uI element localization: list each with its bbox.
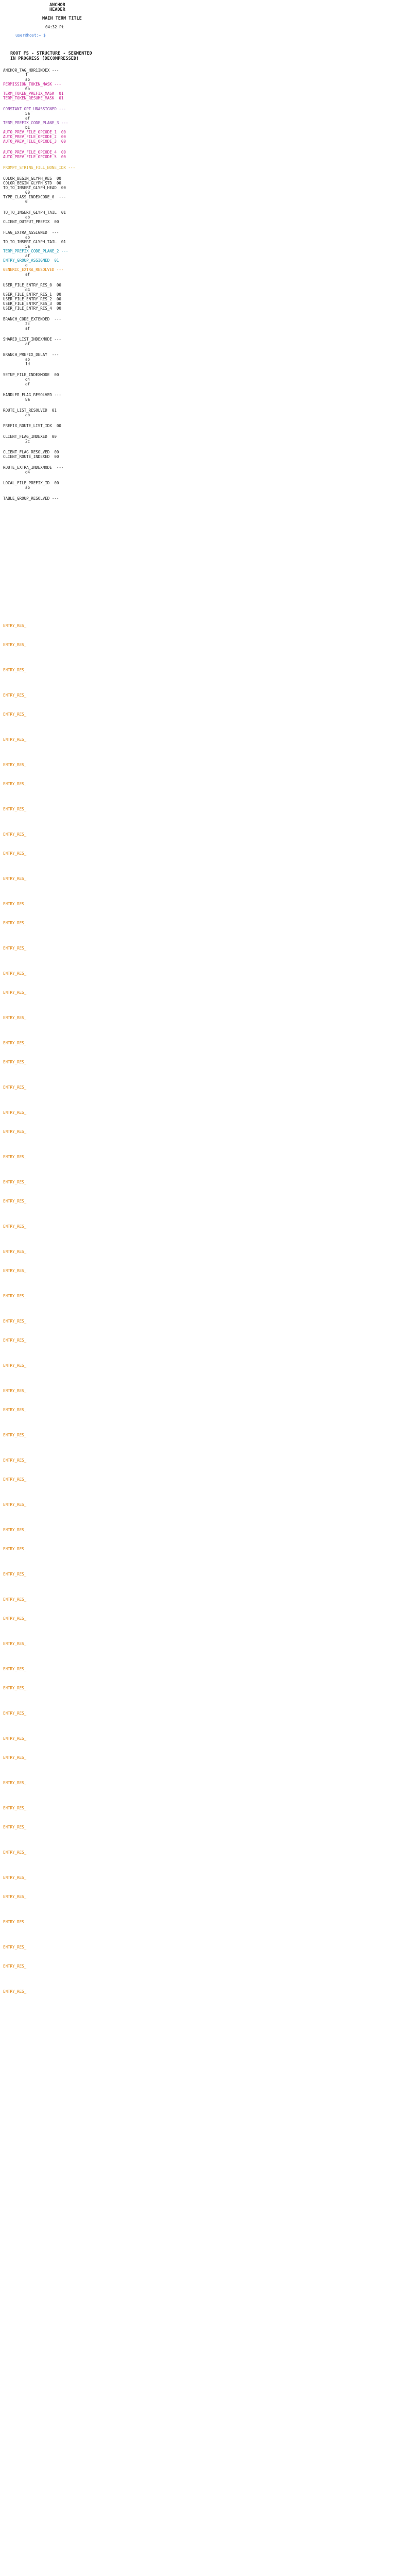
output-line: ENTRY_RES_	[3, 1180, 27, 1184]
output-line: ENTRY_RES_	[3, 1268, 27, 1273]
output-line: BRANCH_PREFIX_DELAY ---	[3, 352, 59, 357]
output-line: ENTRY_RES_	[3, 1572, 27, 1577]
output-line: USER_FILE_ENTRY_RES_4 00	[3, 306, 61, 311]
output-line: ENTRY_RES_	[3, 1597, 27, 1602]
output-line: af	[21, 253, 30, 258]
output-line: TABLE_GROUP_RESOLVED ---	[3, 496, 59, 501]
output-line: USER_FILE_ENTRY_RES_1 00	[3, 292, 61, 297]
output-line: SETUP_FILE_INDEXMODE 00	[3, 372, 59, 377]
output-line: ENTRY_RES_	[3, 1408, 27, 1412]
output-line: ENTRY_RES_	[3, 668, 27, 672]
output-line	[21, 100, 25, 105]
output-line: ENTRY_RES_	[3, 1989, 27, 1994]
output-line: ROUTE_EXTRA_INDEXMODE ---	[3, 465, 64, 470]
output-line	[21, 144, 25, 148]
output-line: ENTRY_RES_	[3, 1110, 27, 1115]
output-line: 0b	[21, 87, 30, 91]
output-line: ENTRY_RES_	[3, 1249, 27, 1254]
output-line: PROMPT_STRING_FILL_NONE_IDX ---	[3, 165, 75, 170]
output-line	[21, 386, 25, 391]
output-line: 2c	[21, 321, 30, 326]
output-line	[21, 331, 25, 335]
output-line: ENTRY_RES_	[3, 1319, 27, 1324]
output-line: ab	[21, 77, 30, 82]
output-line: ENTRY_RES_	[3, 1155, 27, 1159]
output-line	[21, 159, 25, 164]
output-line: ENTRY_RES_	[3, 1850, 27, 1855]
output-line: af	[21, 382, 30, 386]
output-line: ENTRY_RES_	[3, 807, 27, 811]
output-line: d4	[21, 470, 30, 474]
output-line: 2c	[21, 439, 30, 444]
output-line: ENTRY_RES_	[3, 712, 27, 717]
output-line: ENTRY_RES_	[3, 902, 27, 906]
output-line: ENTRY_RES_	[3, 1755, 27, 1760]
output-line: ab	[21, 413, 30, 417]
output-line: AUTO_PREV_FILE_OPCODE_1 00	[3, 130, 66, 134]
output-line: ENTRY_RES_	[3, 1041, 27, 1045]
output-line: ENTRY_RES_	[3, 1641, 27, 1646]
output-line: ENTRY_RES_	[3, 851, 27, 856]
output-line: CONSTANT_OPT_UNASSIGNED ---	[3, 107, 66, 111]
output-line: 8a	[21, 397, 30, 402]
output-line: BRANCH_CODE_EXTENDED ---	[3, 317, 61, 321]
output-line: ab	[21, 215, 30, 219]
output-line: TERM_TOKEN_RESUME_MASK 01	[3, 96, 64, 100]
section-heading-1: ROOT FS - STRUCTURE - SEGMENTED	[10, 51, 92, 56]
output-line: ENTRY_RES_	[3, 1781, 27, 1785]
output-line: 5a	[21, 111, 30, 116]
output-line: COLOR_BEGIN_GLYPH_RES 00	[3, 176, 61, 181]
output-line: ENTRY_RES_	[3, 623, 27, 628]
output-line: 1	[21, 73, 28, 77]
output-line	[21, 277, 25, 281]
output-line: ENTRY_RES_	[3, 1085, 27, 1090]
output-line: TO_TO_INSERT_GLYPH_HEAD 00	[3, 185, 66, 190]
section-heading-2: IN PROGRESS (DECOMPRESSED)	[10, 56, 79, 61]
output-line: GENERIC_EXTRA_RESOLVED ---	[3, 267, 64, 272]
output-line: ENTRY_RES_	[3, 1477, 27, 1482]
output-line: TERM_PREFIX_CODE_PLANE_3 ---	[3, 121, 68, 125]
output-line: ENTRY_RES_	[3, 1458, 27, 1463]
output-line: ab	[21, 235, 30, 240]
output-line	[21, 204, 25, 209]
output-line: ENTRY_RES_	[3, 1825, 27, 1829]
output-line: TO_TO_INSERT_GLYPH_TAIL 01	[3, 240, 66, 244]
output-line: ENTRY_RES_	[3, 1894, 27, 1899]
output-line: CLIENT_OUTPUT_PREFIX 00	[3, 219, 59, 224]
output-line: ENTRY_RES_	[3, 990, 27, 995]
page-title: MAIN TERM TITLE	[42, 16, 82, 21]
output-line: CLIENT_FLAG_RESOLVED 00	[3, 450, 59, 454]
output-line: ANCHOR_TAG_HDR1INDEX ---	[3, 68, 59, 73]
output-line: SHARED_LIST_INDEXMODE ---	[3, 337, 61, 342]
output-line: AUTO_PREV_FILE_OPCODE_5 00	[3, 155, 66, 159]
output-line: CLIENT_ROUTE_INDEXED 00	[3, 454, 59, 459]
output-line: d4	[21, 287, 30, 292]
output-line: ENTRY_RES_	[3, 946, 27, 951]
output-line: ENTRY_RES_	[3, 1875, 27, 1880]
output-line: TO_TO_INSERT_GLYPH_TAIL 01	[3, 210, 66, 215]
shell-prompt[interactable]: user@host:~ $	[15, 33, 46, 38]
output-line: ENTRY_RES_	[3, 1388, 27, 1393]
output-line	[21, 474, 25, 479]
header-count: 04:32 Pt	[45, 25, 64, 29]
output-line: TERM_TOKEN_PREFIX_MASK 01	[3, 91, 64, 96]
output-line: 00	[21, 190, 30, 195]
output-line: ENTRY_RES_	[3, 832, 27, 837]
output-line: ENTRY_RES_	[3, 1945, 27, 1950]
output-line: ENTRY_RES_	[3, 1667, 27, 1671]
output-line: ENTRY_RES_	[3, 1920, 27, 1924]
output-line: af	[21, 326, 30, 331]
output-line: ENTRY_RES_	[3, 693, 27, 698]
output-line: TERM_PREFIX_CODE_PLANE_2 ---	[3, 249, 68, 253]
output-line: ENTRY_RES_	[3, 1964, 27, 1969]
output-line: AUTO_PREV_FILE_OPCODE_3 00	[3, 139, 66, 144]
output-line	[21, 346, 25, 351]
output-line	[21, 428, 25, 433]
output-line	[21, 444, 25, 448]
output-line: USER_FILE_ENTRY_RES_2 00	[3, 297, 61, 301]
output-line: PERMISSION_TOKEN_MASK ---	[3, 82, 61, 87]
output-line: ENTRY_RES_	[3, 921, 27, 925]
header-line-2: HEADER	[49, 7, 65, 12]
output-line: ENTRY_RES_	[3, 1338, 27, 1343]
output-line: LOCAL_FILE_PREFIX_ID 00	[3, 481, 59, 485]
output-line: ENTRY_RES_	[3, 1528, 27, 1532]
output-line: ENTRY_RES_	[3, 762, 27, 767]
output-line: ENTRY_RES_	[3, 1711, 27, 1716]
output-line	[21, 224, 25, 229]
output-line: ENTRY_RES_	[3, 1686, 27, 1690]
output-line: CLIENT_FLAG_INDEXED 00	[3, 434, 57, 439]
output-line: ENTRY_RES_	[3, 1363, 27, 1368]
output-line: af	[21, 116, 30, 121]
output-line: ENTRY_RES_	[3, 1224, 27, 1229]
output-line: ENTRY_RES_	[3, 1806, 27, 1810]
output-line	[21, 311, 25, 315]
output-line: ENTRY_RES_	[3, 1060, 27, 1064]
output-line: COLOR_BEGIN_GLYPH_STD 00	[3, 181, 61, 185]
output-line	[21, 170, 25, 175]
output-line: ENTRY_RES_	[3, 1433, 27, 1437]
output-line: ab	[21, 357, 30, 362]
output-line: af	[21, 272, 30, 277]
output-line	[21, 490, 25, 495]
output-line: TYPE_CLASS_INDEXCODE_0 ---	[3, 195, 66, 199]
output-line: FLAG_EXTRA_ASSIGNED ---	[3, 230, 59, 235]
output-line: b1	[21, 125, 30, 130]
output-line: ENTRY_RES_	[3, 1199, 27, 1204]
output-line	[21, 417, 25, 422]
output-line: ENTRY_GROUP_ASSIGNED 01	[3, 258, 59, 263]
output-line: ENTRY_RES_	[3, 737, 27, 742]
output-line: ENTRY_RES_	[3, 642, 27, 647]
output-line	[21, 501, 25, 505]
output-line: USER_FILE_ENTRY_RES_3 00	[3, 301, 61, 306]
output-line: ENTRY_RES_	[3, 1294, 27, 1298]
output-line: AUTO_PREV_FILE_OPCODE_2 00	[3, 134, 66, 139]
output-line: ENTRY_RES_	[3, 1129, 27, 1134]
output-line	[21, 402, 25, 406]
output-line: ENTRY_RES_	[3, 1616, 27, 1621]
output-line: 1d	[21, 362, 30, 366]
output-line: ab	[21, 485, 30, 490]
output-line: USER_FILE_ENTRY_RES_0 00	[3, 283, 61, 287]
output-line: PREFIX_ROUTE_LIST_IDX 00	[3, 423, 61, 428]
output-line: ENTRY_RES_	[3, 1015, 27, 1020]
output-line: ENTRY_RES_	[3, 1547, 27, 1551]
output-line: af	[21, 342, 30, 346]
output-line: ENTRY_RES_	[3, 1736, 27, 1741]
output-line: 5a	[21, 244, 30, 249]
output-line: HANDLER_FLAG_RESOLVED ---	[3, 393, 61, 397]
output-line	[21, 366, 25, 371]
output-line: ENTRY_RES_	[3, 782, 27, 786]
output-line: ROUTE_LIST_RESOLVED 01	[3, 408, 57, 413]
output-line: 0	[21, 199, 28, 204]
output-line: ENTRY_RES_	[3, 971, 27, 976]
output-line: d4	[21, 377, 30, 382]
output-line	[21, 459, 25, 464]
header-line-1: ANCHOR	[49, 3, 65, 8]
output-line: a	[21, 263, 28, 267]
output-line: AUTO_PREV_FILE_OPCODE_4 00	[3, 150, 66, 155]
output-line: ENTRY_RES_	[3, 1502, 27, 1507]
output-line: ENTRY_RES_	[3, 876, 27, 881]
